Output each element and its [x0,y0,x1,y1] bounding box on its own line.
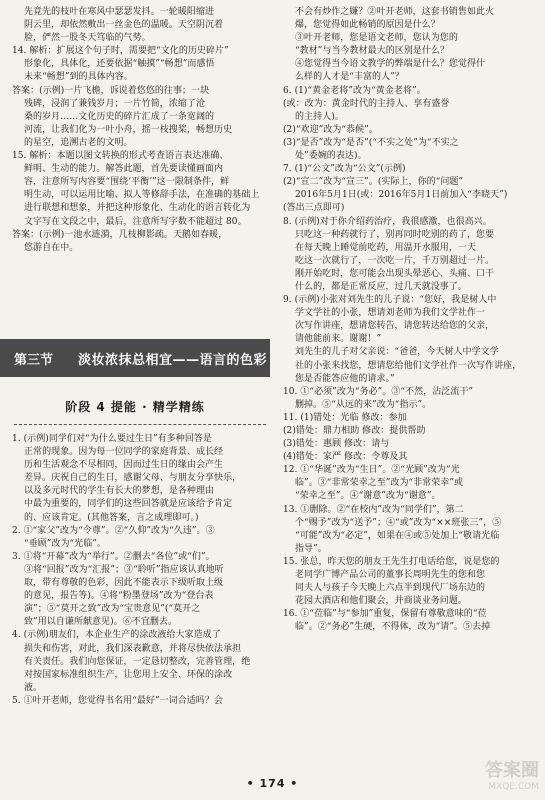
left-column-bottom [12,433,267,708]
text-line: 花园大酒店和他们聚会，并商谈业务问题。 [295,596,467,607]
section-number: 第三节 [14,353,54,368]
text-line: 3. ①将“开幕”改为“举行”。②删去“各位”或“们”。 [12,551,215,562]
text-line: 以及多元时代的学生有长大的梦想，是各种理由 [24,486,215,497]
text-line: 11. (1)错处：光临 修改：参加 [283,412,407,423]
text-line: 爆，您觉得如此畅销的原因是什么？ [295,20,440,31]
text-line: 的主持人)。 [295,111,344,122]
text-line: “可能”改为“必定”，如果在④或⑤处加上“敬请光临 [295,530,500,541]
text-line: 个“赐予”改为“送予”；④“或”改为“××班张三”，⑤ [295,517,502,528]
text-line: 5. ①叶开老师，您觉得书名用“最好”一词合适吗？会 [12,695,223,706]
text-line: 液。 [24,682,43,693]
text-line: 么样的人才是“丰富的人”？ [295,72,404,83]
text-line: 12. ①“华诞”改为“生日”。②“光顾”改为“光 [283,465,460,476]
text-line: 损失和伤害，对此，我们深表歉意，并将尽快依法承担 [24,643,242,654]
text-line: 答案：(示例)一片飞檐，诉说着悠悠的往事；一块 [12,85,210,96]
text-line: 明生动，可以运用比喻、拟人等修辞手法，在准确的基础上 [24,190,260,201]
text-line: 刘先生的儿子对父亲说：“爸爸，今天树人中学文学 [295,347,499,358]
text-line: “教材”与当今教材最大的区别是什么？ [295,46,450,57]
text-line: (或：改为：黄金时代的主持人、享有盛誉 [283,98,450,109]
text-line: 学文学社的小张，想请刘老师为我们文学社作一 [295,308,486,319]
text-line: (答出三点即可) [283,203,345,214]
text-line: 在每天晚上睡觉前吃药，用温开水服用，一天 [295,242,477,253]
text-line: 次写作讲座，想请您转告，请您转达给您的父亲， [295,321,495,332]
text-line: 刚开始吃时，您可能会出现头晕恶心、头痛、口干 [295,268,495,279]
watermark-sub: MXQE.COM [488,782,539,792]
watermark-logo [485,756,539,792]
text-line: 只吃这一种药就行了，别再同时吃别的药了，您要 [295,229,495,240]
text-line: 致”用以自谦所献意见)。⑥不宜删去。 [24,617,178,628]
text-line: 的意见，报告等)。④将“粉墨登场”改为“登台表 [24,591,214,602]
text-line: 历和生活观念不尽相同，因而过生日的缘由会产生 [24,460,224,471]
text-line: 正常的现象。因为每一位同学的家庭背景、成长经 [24,447,224,458]
text-line: 您是否能答应他的请求。” [295,373,395,384]
text-line: ③将“回报”改为“汇报”；③“聆听”指应该认真地听 [24,564,224,575]
text-line: 16. ①“莅临”与“参加”重复，保留有尊敬意味的“莅 [283,609,487,620]
text-line: “荣幸之至”。④“谢意”改为“谢意”。 [295,491,441,502]
text-line: (2)“欢迎”改为“恭候”。 [283,124,378,135]
right-column [283,6,535,635]
section-banner [0,339,270,377]
text-line: 2. ①“家父”改为“令尊”。②“久仰”改为“久违”。③ [12,525,215,536]
text-line: 取，带有尊敬的色彩，因此不能表示下级听取上级 [24,578,224,589]
text-line: 9. (示例)小张对刘先生的儿子说：“您好，我是树人中 [283,295,497,306]
text-line: 鲜明、生动的能力。解答此题，首先要读懂画面内 [24,164,224,175]
text-line: 吃这一次就行了，一次吃一片，千万别超过一片。 [295,255,495,266]
text-line: 容，注意所写内容要“围绕‘平衡’”这一限制条件，鲜 [24,177,230,188]
text-line: 社的小张来找您，想请您给他们文学社作一次写作讲座， [295,360,522,371]
text-line: 差异。庆祝自己的生日，感谢父母、与朋友分享快乐， [24,473,242,484]
divider [14,424,266,425]
text-line: (3)错处：惠顾 修改：请与 [283,439,390,450]
text-line: 4. (示例)朋友们，本企业生产的涂改液给大家造成了 [12,630,221,641]
text-line: 14. 解析：扩展这个句子时，需要把“文化的历史碎片” [12,46,229,57]
text-line: ④您觉得当今语文教学的弊端是什么？您觉得什 [295,59,486,70]
text-line: 对按国家标准组织生产，让您用上安全、环保的涂改 [24,669,233,680]
text-line: 悠游自在中。 [24,242,79,253]
text-line: 未来“畅想”到的具体内容。 [24,72,133,83]
text-line: 同夫人与孩子今天晚上六点半到现代厂场东边的 [295,583,486,594]
left-column-top [12,6,267,255]
section-title: 淡妆浓抹总相宜——语言的色彩 [78,353,268,368]
text-line: “垂顾”改为“光临”。 [24,538,106,549]
text-line: 河流，让我们化为一叶小舟，摇一枝搜桨，畅想历史 [24,124,233,135]
text-line: 8. (示例)对于你介绍药治疗，我很感激，也很高兴。 [283,216,492,227]
text-line: (2)“宣二”改为“宣三”。(实际上，你的“问题” [283,177,464,188]
text-line: 阴云里，却依然敷出一丝金色的温暖。天空阴沉着 [24,20,224,31]
text-line: 文字写在文段之中，最后，注意所写字数不能超过 80。 [24,216,247,227]
text-line: 7. (1)“公文”改为“公文”(示例) [283,164,406,175]
text-line: 15. 解析：本题以图文转换的形式考查语言表达准确、 [12,151,229,162]
text-line: 老同学广博产品公司的董事长周明先生的您和您 [295,570,486,581]
text-line: 桑的岁月……文化历史的碎片汇成了一条宽阔的 [24,111,215,122]
text-line: 处”委婉的表达)。 [295,151,367,162]
text-line: 的星空，追溯古老的文明。 [24,137,133,148]
text-line: 脸，俨然一股冬天笃临的气势。 [24,33,151,44]
text-line: 的、应该肯定。(其他答案，言之成理即可。) [24,512,199,523]
stage-heading: 阶段 4 提能 · 精学精练 [65,400,205,414]
text-line: 残碑，浸润了兼钱岁月；一片竹简，浓缩了沧 [24,98,206,109]
text-line: 6. (1)“黄金老将”改为“黄金老将”。 [283,85,426,96]
text-line: (3)“是否”改为“是否”(“不实之处”为“不实之 [283,137,459,148]
text-line: 2016年5月1日(或：2016年5月1日前加入“李晓天”) [295,190,508,201]
text-line: 先竟先的枝叶在寒风中瑟瑟发抖。一轮暖阳缩进 [24,7,215,17]
watermark-main: 答案圈 [485,760,539,781]
text-line: 中最为重要的，同学们的这些回答就是应该给予肯定 [24,499,233,510]
text-line: (2)错处：鼎力相助 修改：提供帮助 [283,426,426,436]
text-line: 进行联想和想象，并把这种形象化、生动化的语言转化为 [24,203,251,214]
page-number: • 174 • [246,777,299,790]
text-line: 什么的，都是正常反应，过几天就没事了。 [295,281,467,292]
text-line: 有关责任。我们向您保证，一定恳切整改，完善管理，绝 [24,656,251,667]
text-line: 13. ①删除。②“在校内”改为“同学们”，第二 [283,504,464,515]
text-line: 不会有炒作之嫌？②叶开老师，这套书销售如此火 [295,7,495,17]
text-line: 1. (示例)同学们对“为什么要过生日”有多种回答是 [12,434,212,444]
text-line: 指导”。 [295,543,327,554]
text-line: 答案：(示例)一池水涟漪，几枝柳影疏。天鹅如春暖， [12,229,228,240]
text-line: (4)错处：家严 修改：令尊及其 [283,452,408,463]
text-line: ③叶开老师，您是语文老师，您认为您的 [295,33,458,44]
text-line: 演”；⑤“莫开之致”改为“宝贵意见”(“莫开之 [24,604,201,615]
text-line: 删掉。⑤“从远的来”改为“指示”。 [295,399,432,410]
text-line: 10. ①“必须”改为“务必”。③“不然，沾泛流干” [283,386,474,397]
text-line: 临”。②“务必”生硬，不得体，改为“请”。⑤去掉 [295,622,491,633]
text-line: 临”。③“非常荣幸之至”改为“非常荣幸”或 [295,478,464,489]
text-line: 形象化，具体化，还要依据“触摸”“畅想”而感悟 [24,59,215,70]
text-line: 请他能前来。谢谢！” [295,334,382,345]
text-line: 15. 张总，昨天您的朋友王先生打电话给您，说是您的 [283,556,500,567]
